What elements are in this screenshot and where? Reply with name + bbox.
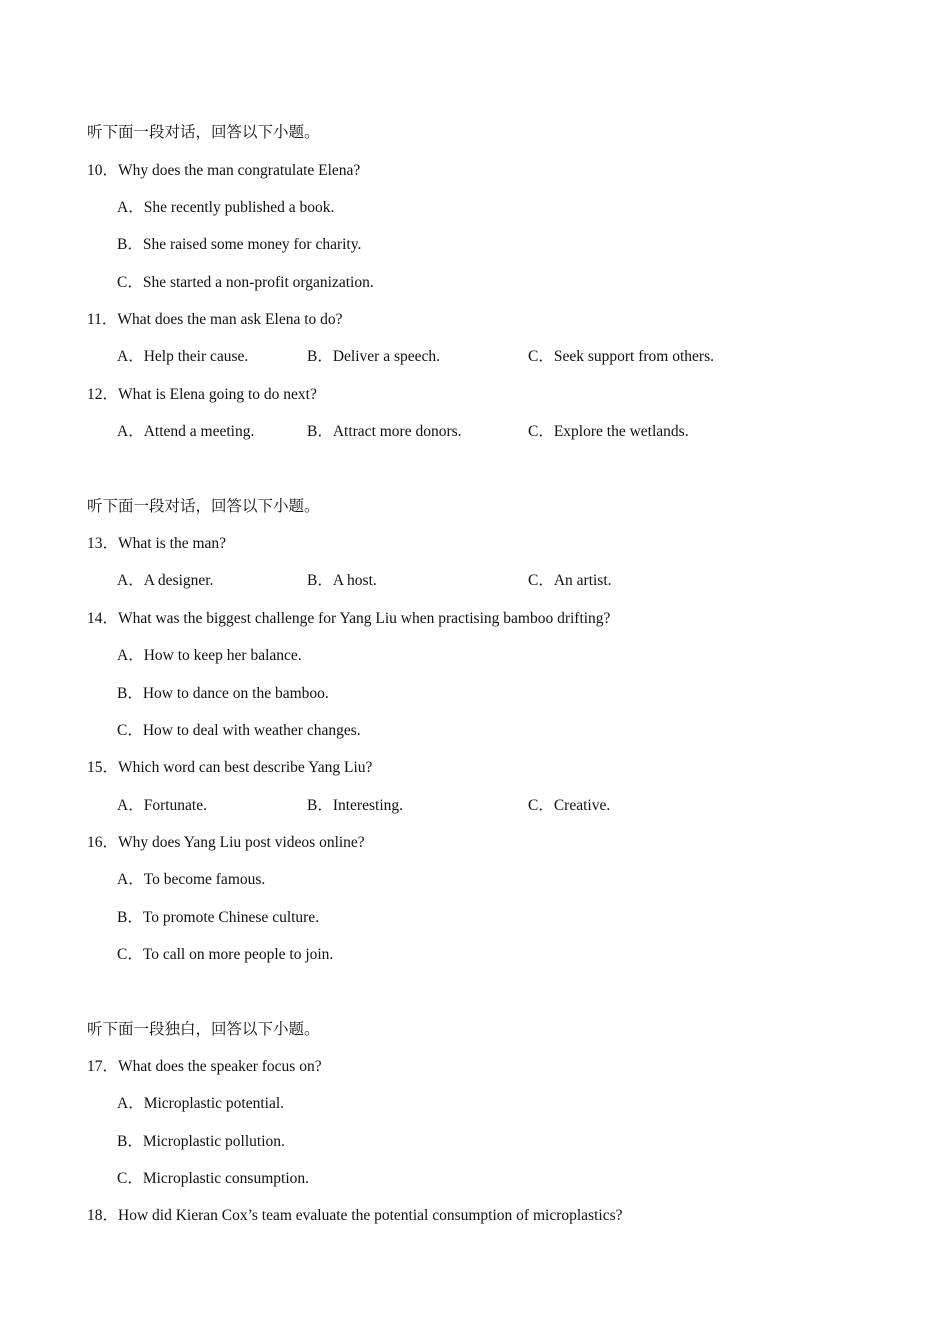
question-18: 18．How did Kieran Cox’s team evaluate the potential consumption of microplastics? xyxy=(87,1207,623,1224)
option-16c: C．To call on more people to join. xyxy=(117,946,334,963)
question-17: 17．What does the speaker focus on? xyxy=(87,1058,322,1075)
option-15b: B．Interesting. xyxy=(307,797,403,814)
option-10b: B．She raised some money for charity. xyxy=(117,236,362,253)
option-10c: C．She started a non-profit organization. xyxy=(117,274,374,291)
question-15: 15．Which word can best describe Yang Liu? xyxy=(87,759,373,776)
option-15a: A．Fortunate. xyxy=(117,797,207,814)
question-12: 12．What is Elena going to do next? xyxy=(87,386,317,403)
option-12a: A．Attend a meeting. xyxy=(117,423,255,440)
option-14c: C．How to deal with weather changes. xyxy=(117,722,361,739)
option-16a: A．To become famous. xyxy=(117,871,266,888)
option-13a: A．A designer. xyxy=(117,572,214,589)
option-10a: A．She recently published a book. xyxy=(117,199,335,216)
option-15c: C．Creative. xyxy=(528,797,611,814)
option-14b: B．How to dance on the bamboo. xyxy=(117,685,329,702)
section-instruction: 听下面一段对话，回答以下小题。 xyxy=(87,498,320,515)
option-16b: B．To promote Chinese culture. xyxy=(117,909,320,926)
option-13b: B．A host. xyxy=(307,572,377,589)
option-17c: C．Microplastic consumption. xyxy=(117,1170,310,1187)
section-instruction: 听下面一段独白，回答以下小题。 xyxy=(87,1021,320,1038)
option-12b: B．Attract more donors. xyxy=(307,423,462,440)
option-12c: C．Explore the wetlands. xyxy=(528,423,689,440)
section-instruction: 听下面一段对话，回答以下小题。 xyxy=(87,124,320,141)
option-11c: C．Seek support from others. xyxy=(528,348,714,365)
question-13: 13．What is the man? xyxy=(87,535,227,552)
question-11: 11．What does the man ask Elena to do? xyxy=(87,311,343,328)
option-17b: B．Microplastic pollution. xyxy=(117,1133,285,1150)
option-17a: A．Microplastic potential. xyxy=(117,1095,285,1112)
option-14a: A．How to keep her balance. xyxy=(117,647,302,664)
question-14: 14．What was the biggest challenge for Yang Liu when practising bamboo drifting? xyxy=(87,610,611,627)
question-10: 10．Why does the man congratulate Elena? xyxy=(87,162,361,179)
option-13c: C．An artist. xyxy=(528,572,612,589)
option-11b: B．Deliver a speech. xyxy=(307,348,440,365)
question-16: 16．Why does Yang Liu post videos online? xyxy=(87,834,365,851)
option-11a: A．Help their cause. xyxy=(117,348,249,365)
